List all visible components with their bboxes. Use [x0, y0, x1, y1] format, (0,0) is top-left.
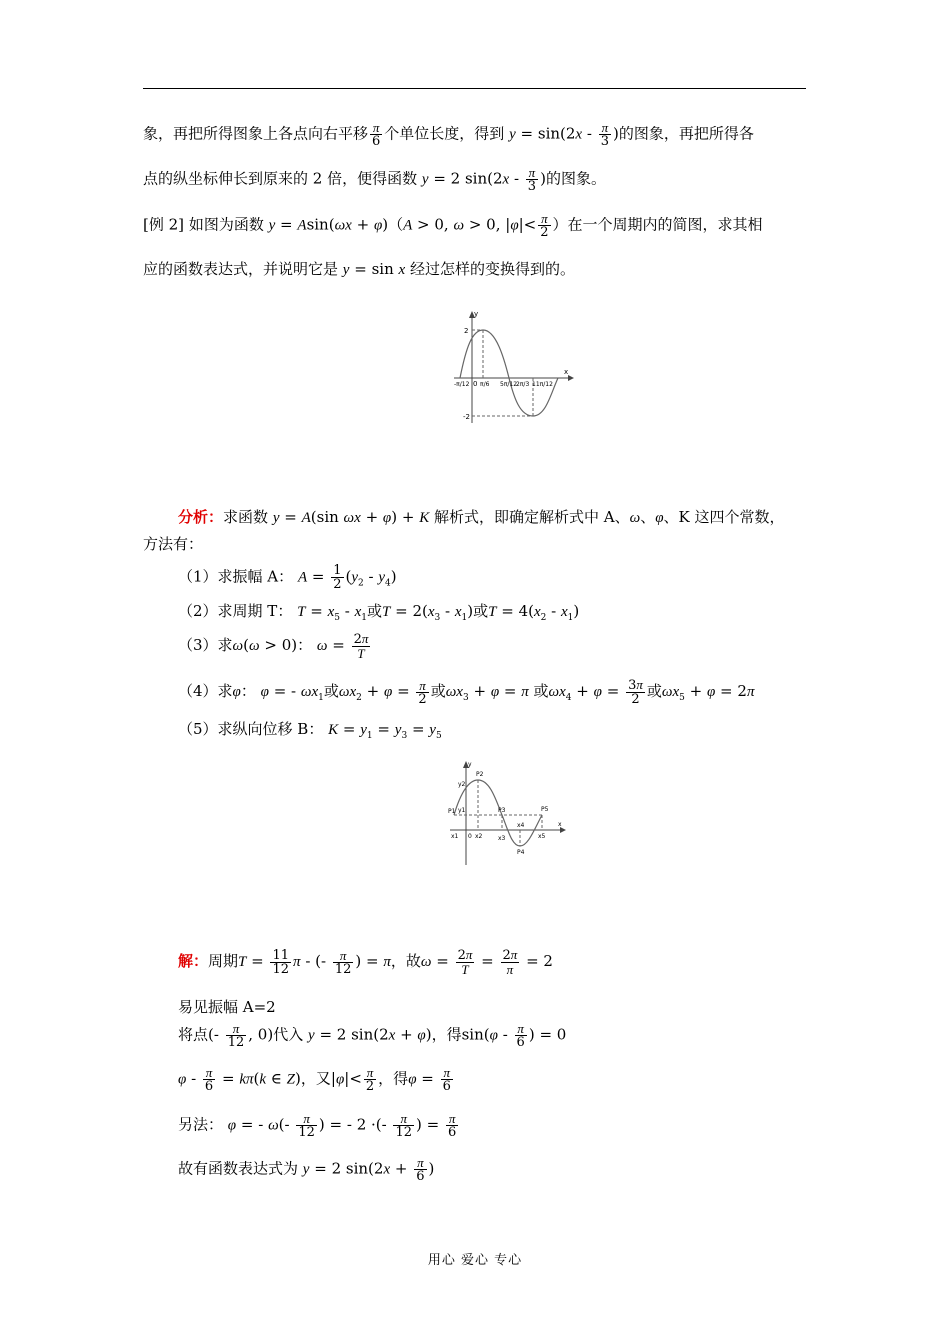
graph1-tick-1: -π/12 — [454, 381, 470, 388]
graph1-origin: 0 — [473, 380, 478, 388]
graph1-y-label: y — [474, 310, 479, 318]
step-5: （5）求纵向位移 B： $K = y_1 = y_3 = y_5$ — [178, 720, 442, 741]
page-footer: 用心 爱心 专心 — [427, 1253, 523, 1268]
solution-amplitude: 易见振幅 A=2 — [178, 998, 276, 1016]
graph2-label-x5: x5 — [538, 833, 546, 840]
graph2-label-p5: P5 — [541, 806, 549, 813]
graph2-label-x: x — [558, 821, 562, 828]
analysis-line-2: 方法有： — [143, 535, 204, 553]
solution-phi: φ - $\frac{\pi}{6}$ = kπ(k ∈ Z)，又|φ|< $\frac{\pi}{2}$ ，得φ = $\frac{\pi}{6}$ — [178, 1065, 451, 1094]
sine-graph-2 — [446, 760, 566, 870]
step-3: （3）求ω(ω > 0)： ω = $\frac{2\pi}{T}$ — [178, 631, 369, 661]
intro-line-2: 点的纵坐标伸长到原来的 2 倍，便得函数 y = 2 sin(2x - $\frac{\pi}{3}$ )的图象。 — [143, 165, 606, 194]
step-2: （2）求周期 T： $T = x_5 - x_1$或$T = 2(x_3 - x_1)$或$T = 4(x_2 - x_1)$ — [178, 602, 580, 623]
graph2-label-y: y — [468, 761, 472, 768]
graph2-label-x2: x2 — [475, 833, 483, 840]
step-1: （1）求振幅 A： A = $\frac{1}{2}$ $(y_2 - y_4)$ — [178, 563, 397, 592]
graph2-label-y1: y1 — [458, 807, 466, 814]
sine-graph-1 — [450, 308, 575, 428]
graph2-label-x4: x4 — [517, 822, 525, 829]
graph1-tick-2: π/6 — [480, 381, 490, 388]
graph2-label-p1: P1 — [448, 808, 456, 815]
solution-final: 故有函数表达式为 y = 2 sin(2x + $\frac{\pi}{6}$ ) — [178, 1155, 435, 1184]
header-rule — [143, 88, 806, 89]
graph1-x-label: x — [564, 368, 569, 376]
graph2-label-y2: y2 — [458, 781, 466, 788]
graph1-y-min: -2 — [463, 413, 470, 421]
graph2-label-x3: x3 — [498, 835, 506, 842]
step-4: （4）求φ： φ = - $\omega x_1$或$\omega x_2 + \varphi$ = $\frac{\pi}{2}$ 或$\omega x_3 + \varphi = \pi$ 或$\omega x_4 + \varphi$ = $\frac{3\pi}{2}$ 或$\omega x_5 + \varphi = 2\pi$ — [178, 677, 755, 707]
graph2-label-p3: P3 — [498, 807, 506, 814]
solution-alt: 另法： φ = - ω(- $\frac{\pi}{12}$ ) = - 2 ·(- $\frac{\pi}{12}$ ) = $\frac{\pi}{6}$ — [178, 1111, 457, 1140]
analysis-line-1: 分析：求函数 y = A(sin ωx + φ) + K 解析式，即确定解析式中 A、ω、φ、K 这四个常数， — [178, 508, 785, 526]
graph1-tick-3: 5π/12 — [500, 381, 518, 388]
graph2-label-p4: P4 — [517, 849, 525, 856]
sine-curve — [460, 330, 558, 416]
graph1-tick-5: 11π/12 — [532, 381, 553, 388]
graph2-label-origin: 0 — [468, 833, 472, 840]
intro-line-1: 象，再把所得图象上各点向右平移 $\frac{\pi}{6}$ 个单位长度，得到 y = sin(2x - $\frac{\pi}{3}$ )的图象，再把所得各 — [143, 120, 754, 149]
example2-line-2: 应的函数表达式，并说明它是 y = sin x 经过怎样的变换得到的。 — [143, 260, 575, 278]
graph1-y-max: 2 — [464, 327, 469, 335]
example2-line-1: [例 2] 如图为函数 y = Asin(ωx + φ)（A > 0, ω > 0, |φ|< $\frac{\pi}{2}$ ）在一个周期内的简图，求其相 — [143, 211, 763, 240]
solution-period: 解：周期T = $\frac{11}{12}$ π - (- $\frac{\pi}{12}$ ) = π，故ω = $\frac{2\pi}{T}$ = $\frac{2\pi}{\pi}$ = 2 — [178, 947, 553, 977]
graph1-tick-4: 2π/3 — [516, 381, 530, 388]
solution-substitute: 将点(- $\frac{\pi}{12}$ , 0)代入 y = 2 sin(2x + φ)，得sin(φ - $\frac{\pi}{6}$ ) = 0 — [178, 1021, 567, 1050]
graph2-label-x1: x1 — [451, 833, 459, 840]
graph2-label-p2: P2 — [476, 771, 484, 778]
